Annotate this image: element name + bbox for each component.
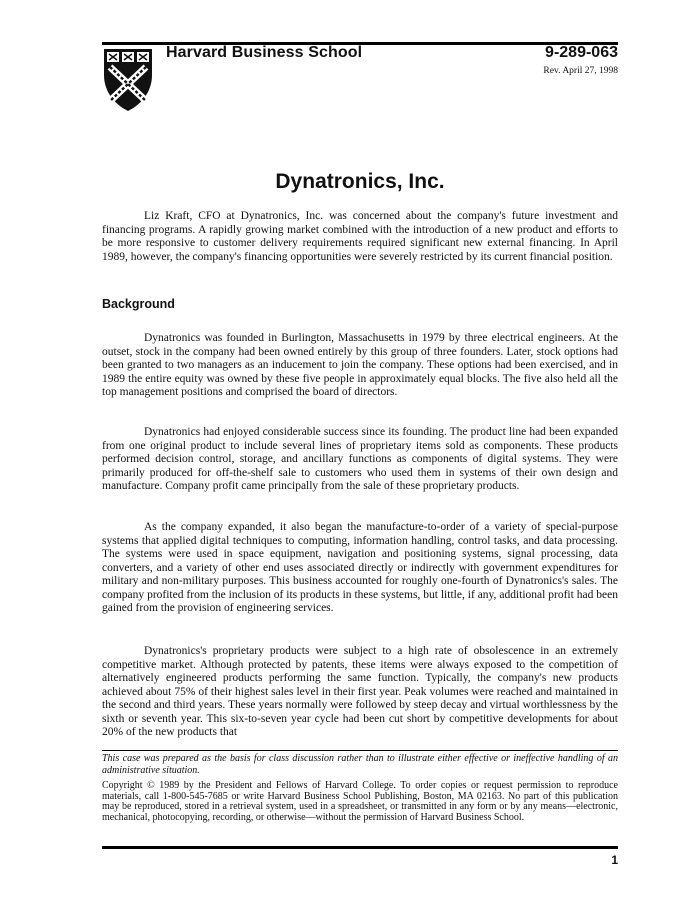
document-title: Dynatronics, Inc. (275, 170, 445, 193)
background-paragraph-4: Dynatronics's proprietary products were subject to a high rate of obsolescence in an extremely competitive market. Although protected by patents, these items were always exposed to the competition of alternatively engineered products performing the same function. Typically, the company's new products achieved about 75% of their highest sales level in their first year. Peak volumes were reached and maintained in the second and third years. These years normally were followed by steep decay and virtual worthlessness by the sixth or seventh year. This six-to-seven year cycle had been cut short by competitive developments for about 20% of the new products that (102, 645, 618, 738)
revision-date: Rev. April 27, 1998 (543, 66, 618, 76)
school-name: Harvard Business School (166, 44, 363, 61)
harvard-shield-icon (102, 47, 154, 113)
intro-paragraph: Liz Kraft, CFO at Dynatronics, Inc. was concerned about the company's future investment and financing programs. A rapidly growing market combined with the introduction of a new product and efforts to be more responsive to customer delivery requirements required significant new external financing. In April 1989, however, the company's financing opportunities were severely restricted by its current financial position. (102, 210, 618, 263)
case-number: 9-289-063 (545, 44, 618, 61)
background-paragraph-3: As the company expanded, it also began the manufacture-to-order of a variety of special-purpose systems that applied digital techniques to computing, information handling, control tasks, and data processing. The systems were used in space equipment, navigation and positioning systems, signal processing, data converters, and a variety of other end uses associated directly or indirectly with government expenditures for military and non-military purposes. This business accounted for roughly one-fourth of Dynatronics's sales. The company profited from the inclusion of its products in these systems, but little, if any, additional profit had been gained from the provision of engineering services. (102, 521, 618, 614)
footer-rule (102, 846, 618, 849)
copyright-notice: Copyright © 1989 by the President and Fellows of Harvard College. To order copies or request permission to reproduce materials, call 1-800-545-7685 or write Harvard Business School Publishing, Boston, MA 02163. No part of this publication may be reproduced, stored in a retrieval system, used in a spreadsheet, or transmitted in any form or by any means—electronic, mechanical, photocopying, recording, or otherwise—without the permission of Harvard Business School. (102, 780, 618, 823)
footnote-rule (102, 750, 618, 751)
background-paragraph-2: Dynatronics had enjoyed considerable success since its founding. The product line had been expanded from one original product to include several lines of proprietary items sold as components. These products performed decision control, storage, and ancillary functions as components of digital systems. They were primarily produced for off-the-shelf sale to customers who used them in systems of their own design and manufacture. Company profit came principally from the sale of these proprietary products. (102, 426, 618, 492)
section-heading: Background (102, 297, 175, 311)
background-paragraph-1: Dynatronics was founded in Burlington, Massachusetts in 1979 by three electrical engineers. At the outset, stock in the company had been owned entirely by this group of three founders. Later, stock options had been granted to two managers as an inducement to join the company. These options had been exercised, and in 1989 the entire equity was owned by these five people in approximately equal blocks. The five also held all the top management positions and comprised the board of directors. (102, 332, 618, 398)
page-number: 1 (611, 853, 618, 867)
case-disclaimer: This case was prepared as the basis for class discussion rather than to illustrate either effective or ineffective handling of an administrative situation. (102, 753, 618, 776)
